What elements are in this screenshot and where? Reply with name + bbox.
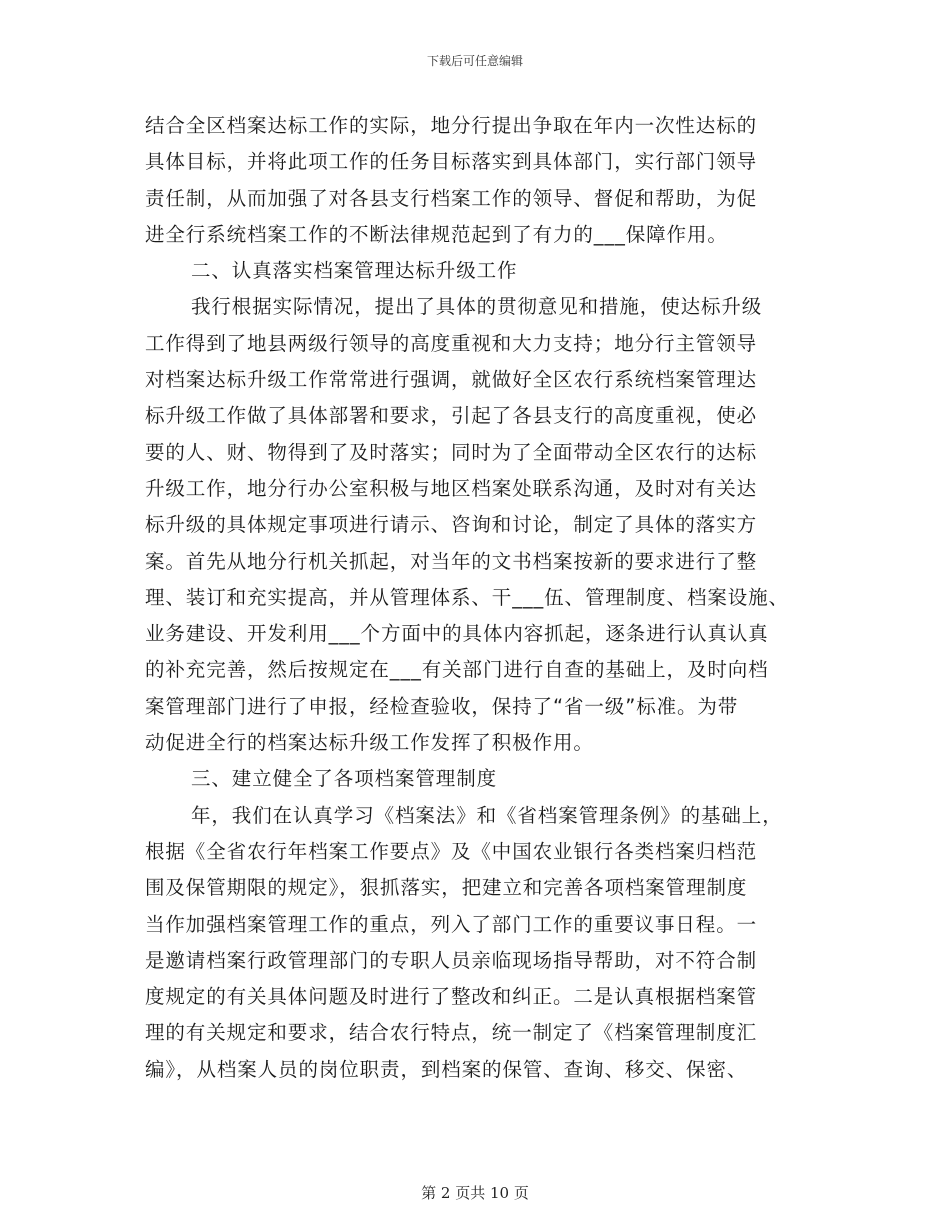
text-line: 对档案达标升级工作常常进行强调，就做好全区农行系统档案管理达 bbox=[145, 368, 758, 392]
text-line: 业务建设、开发利用___个方面中的具体内容抓起，逐条进行认真认真 bbox=[145, 622, 769, 646]
text-line: 具体目标，并将此项工作的任务目标落实到具体部门，实行部门领导 bbox=[145, 150, 758, 174]
section-heading: 二、认真落实档案管理达标升级工作 bbox=[191, 259, 518, 283]
text-line: 度规定的有关具体问题及时进行了整改和纠正。二是认真根据档案管 bbox=[145, 985, 758, 1009]
text-line: 动促进全行的档案达标升级工作发挥了积极作用。 bbox=[145, 731, 594, 755]
text-line: 进全行系统档案工作的不断法律规范起到了有力的___保障作用。 bbox=[145, 222, 728, 246]
text-line: 根据《全省农行年档案工作要点》及《中国农业银行各类档案归档范 bbox=[145, 839, 758, 863]
text-line: 编》，从档案人员的岗位职责，到档案的保管、查询、移交、保密、 bbox=[145, 1057, 748, 1081]
text-line: 我行根据实际情况，提出了具体的贯彻意见和措施，使达标升级 bbox=[191, 295, 763, 319]
text-line: 结合全区档案达标工作的实际，地分行提出争取在年内一次性达标的 bbox=[145, 114, 758, 137]
page-header: 下载后可任意编辑 bbox=[426, 54, 523, 68]
text-line: 当作加强档案管理工作的重点，列入了部门工作的重要议事日程。一 bbox=[145, 912, 758, 936]
text-line: 标升级的具体规定事项进行请示、咨询和讨论，制定了具体的落实方 bbox=[145, 513, 758, 537]
text-line: 升级工作，地分行办公室积极与地区档案处联系沟通，及时对有关达 bbox=[145, 476, 758, 500]
document-body bbox=[145, 108, 805, 1088]
text-line: 标升级工作做了具体部署和要求，引起了各县支行的高度重视，使必 bbox=[145, 404, 758, 428]
text-line: 责任制，从而加强了对各县支行档案工作的领导、督促和帮助，为促 bbox=[145, 186, 758, 210]
text-line: 案管理部门进行了申报，经检查验收，保持了“省一级”标准。为带 bbox=[145, 694, 739, 718]
text-line: 年，我们在认真学习《档案法》和《省档案管理条例》的基础上， bbox=[191, 803, 783, 827]
text-line: 的补充完善，然后按规定在___有关部门进行自查的基础上，及时向档 bbox=[145, 658, 769, 682]
text-line: 要的人、财、物得到了及时落实；同时为了全面带动全区农行的达标 bbox=[145, 440, 758, 464]
section-heading: 三、建立健全了各项档案管理制度 bbox=[191, 767, 498, 791]
text-line: 工作得到了地县两级行领导的高度重视和大力支持；地分行主管领导 bbox=[145, 331, 758, 355]
text-line: 围及保管期限的规定》，狠抓落实，把建立和完善各项档案管理制度 bbox=[145, 876, 748, 900]
text-line: 理、装订和充实提高，并从管理体系、干___伍、管理制度、档案设施、 bbox=[145, 585, 789, 609]
text-line: 理的有关规定和要求，结合农行特点，统一制定了《档案管理制度汇 bbox=[145, 1021, 758, 1045]
page-footer: 第 2 页共 10 页 bbox=[421, 1184, 529, 1202]
text-line: 是邀请档案行政管理部门的专职人员亲临现场指导帮助，对不符合制 bbox=[145, 948, 758, 972]
text-line: 案。首先从地分行机关抓起，对当年的文书档案按新的要求进行了整 bbox=[145, 549, 758, 573]
